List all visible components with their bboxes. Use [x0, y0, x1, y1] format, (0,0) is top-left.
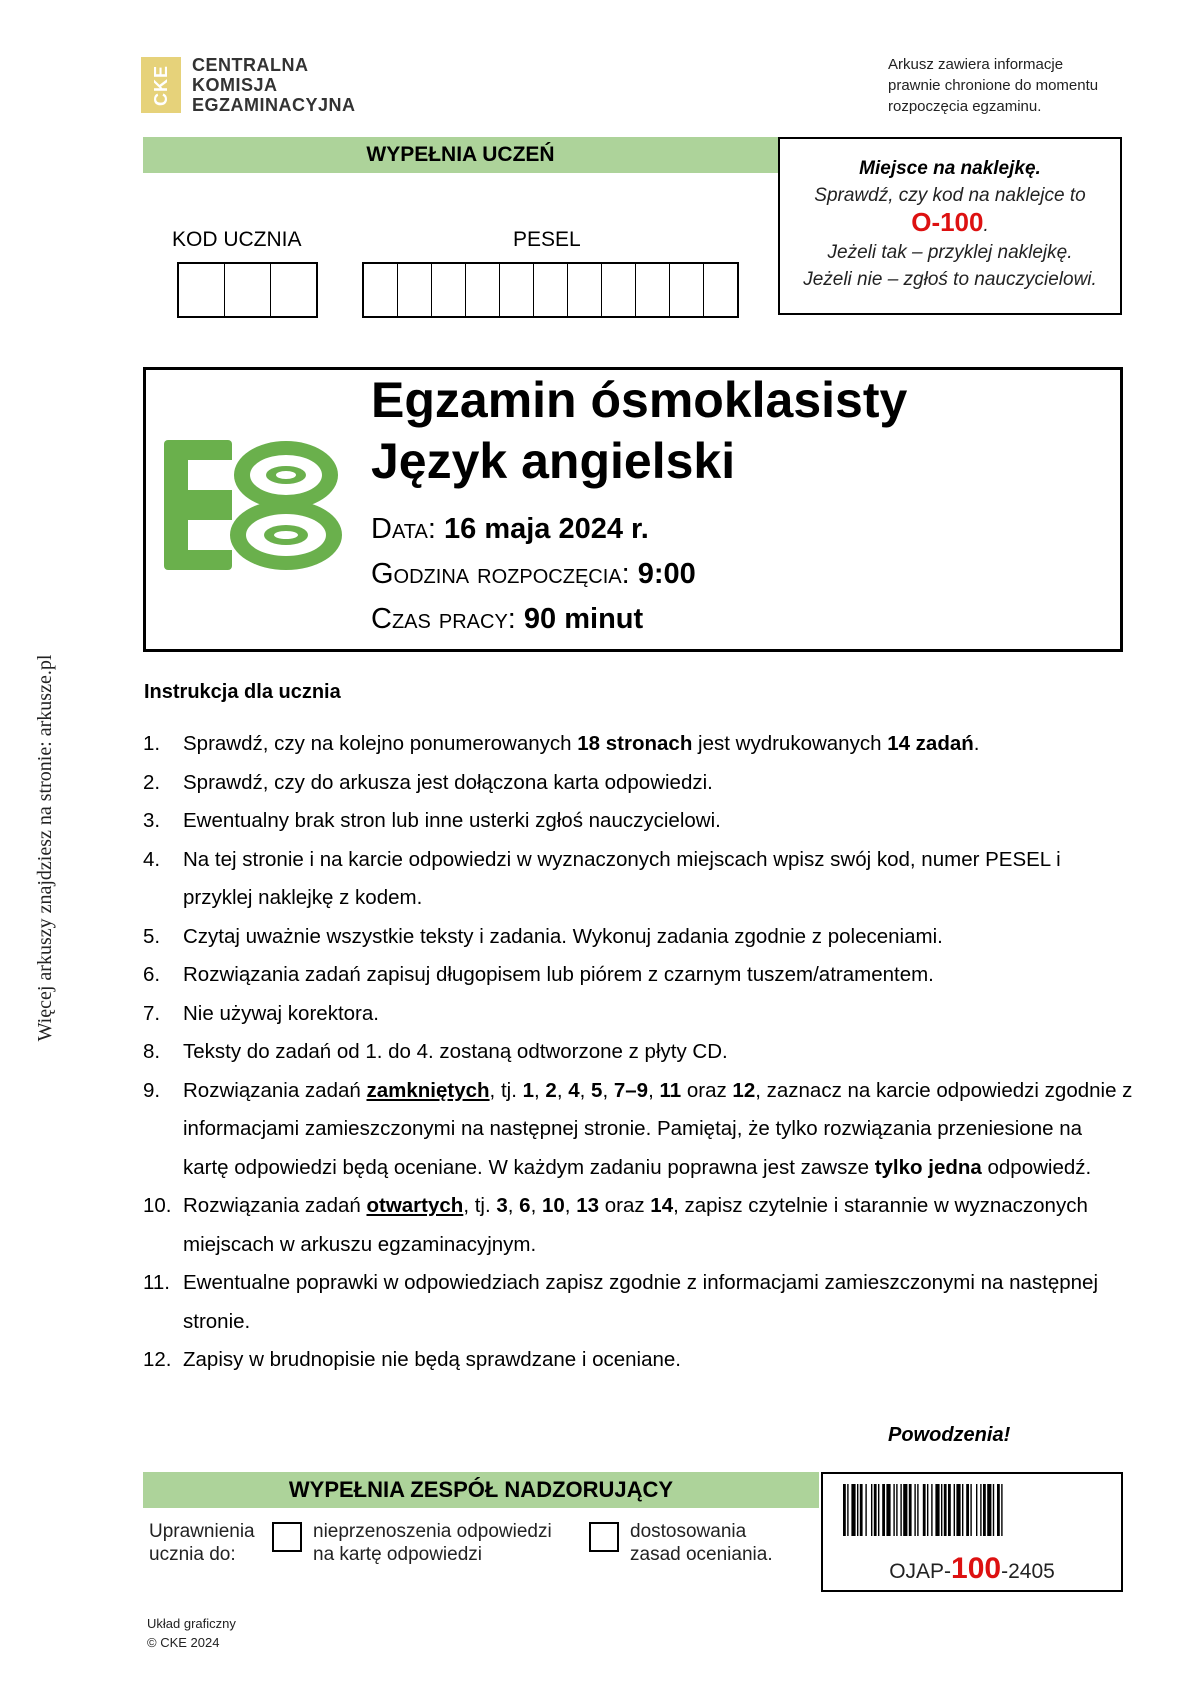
footer-credits: Układ graficzny © CKE 2024	[147, 1616, 236, 1650]
instruction-text: Sprawdź, czy do arkusza jest dołączona karta odpowiedzi.	[183, 770, 713, 794]
instruction-item	[143, 956, 1133, 995]
instruction-item	[143, 918, 1133, 957]
no-transfer-label: nieprzenoszenia odpowiedzi na kartę odpowiedzi	[313, 1521, 552, 1565]
instructions-list	[143, 725, 1133, 1380]
instruction-number: 9.	[143, 1078, 161, 1102]
exam-subject: Język angielski	[371, 433, 736, 489]
sticker-code: O-100	[911, 207, 984, 237]
instruction-number: 8.	[143, 1040, 161, 1063]
good-luck-text: Powodzenia!	[888, 1424, 1011, 1446]
pesel-box[interactable]	[432, 264, 466, 316]
pesel-box[interactable]	[500, 264, 534, 316]
instruction-text: Teksty do zadań od 1. do 4. zostaną odtworzone z płyty CD.	[183, 1040, 728, 1063]
student-section-bar: WYPEŁNIA UCZEŃ	[143, 137, 778, 173]
instruction-item	[143, 841, 1133, 918]
instruction-text: Czytaj uważnie wszystkie teksty i zadania. Wykonuj zadania zgodnie z poleceniami.	[183, 924, 943, 948]
instruction-item	[143, 1072, 1133, 1188]
student-code-label: KOD UCZNIA	[172, 228, 302, 251]
instruction-number: 12.	[143, 1348, 172, 1371]
instruction-number: 1.	[143, 732, 161, 755]
pesel-box[interactable]	[398, 264, 432, 316]
pesel-boxes[interactable]	[362, 262, 739, 318]
instruction-item	[143, 802, 1133, 841]
instruction-number: 5.	[143, 924, 161, 948]
instruction-text: Ewentualny brak stron lub inne usterki zgłoś nauczycielowi.	[183, 809, 721, 832]
instruction-text: Rozwiązania zadań otwartych, tj. 3, 6, 10, 13 oraz 14, zapisz czytelnie i starannie w wyznaczonych miejscach w arkuszu egzaminacyjnym.	[183, 1194, 1088, 1256]
instruction-item	[143, 995, 1133, 1034]
instruction-item	[143, 764, 1133, 803]
pesel-box[interactable]	[466, 264, 500, 316]
instruction-item	[143, 725, 1133, 764]
instruction-item	[143, 1187, 1133, 1264]
instruction-text: Rozwiązania zadań zapisuj długopisem lub piórem z czarnym tuszem/atramentem.	[183, 963, 934, 986]
exam-date: Data: 16 maja 2024 r.	[371, 513, 649, 545]
instruction-text: Zapisy w brudnopisie nie będą sprawdzane i oceniane.	[183, 1348, 682, 1371]
instruction-text: Na tej stronie i na karcie odpowiedzi w wyznaczonych miejscach wpisz swój kod, numer PESEL i przyklej naklejkę z kodem.	[183, 847, 1061, 909]
barcode-label: OJAP-100-2405	[889, 1552, 1055, 1585]
instruction-number: 10.	[143, 1194, 172, 1217]
instruction-text: Rozwiązania zadań zamkniętych, tj. 1, 2, 4, 5, 7–9, 11 oraz 12, zaznacz na karcie odpowiedzi zgodnie z informacjami zamieszczonymi na następnej stronie. Pamiętaj, że tylko rozwiązania przeniesione na kartę odpowiedzi będą oceniane. W każdym zadaniu poprawna jest zawsze tylko jedna odpowiedź.	[183, 1078, 1133, 1179]
cke-logo-mark: CKE	[141, 57, 181, 113]
adjusted-grading-checkbox[interactable]	[589, 1522, 619, 1552]
student-code-boxes[interactable]	[177, 262, 318, 318]
instruction-number: 11.	[143, 1271, 170, 1294]
student-code-box[interactable]	[225, 264, 271, 316]
pesel-box[interactable]	[704, 264, 737, 316]
pesel-box[interactable]	[364, 264, 398, 316]
instruction-number: 4.	[143, 847, 161, 871]
instruction-number: 2.	[143, 770, 161, 794]
pesel-box[interactable]	[602, 264, 636, 316]
sticker-area: Miejsce na naklejkę. Sprawdź, czy kod na naklejce to O-100. Jeżeli tak – przyklej naklejkę. Jeżeli nie – zgłoś to nauczycielowi.	[778, 137, 1122, 315]
instruction-item	[143, 1264, 1133, 1341]
instruction-text: Nie używaj korektora.	[183, 1001, 379, 1025]
instruction-text: Ewentualne poprawki w odpowiedziach zapisz zgodnie z informacjami zamieszczonymi na następnej stronie.	[183, 1271, 1098, 1333]
legal-notice: Arkusz zawiera informacje prawnie chronione do momentu rozpoczęcia egzaminu.	[888, 56, 1099, 115]
instruction-number: 3.	[143, 809, 161, 832]
instruction-number: 6.	[143, 963, 161, 986]
team-section-bar: WYPEŁNIA ZESPÓŁ NADZORUJĄCY	[143, 1472, 819, 1508]
exam-start-time: Godzina rozpoczęcia: 9:00	[371, 558, 696, 590]
cke-logo-text: CENTRALNA KOMISJA EGZAMINACYJNA	[192, 55, 356, 115]
instruction-item	[143, 1341, 1133, 1380]
student-code-box[interactable]	[271, 264, 316, 316]
instruction-item	[143, 1033, 1133, 1072]
instruction-number: 7.	[143, 1001, 161, 1025]
student-code-box[interactable]	[179, 264, 225, 316]
instruction-text: Sprawdź, czy na kolejno ponumerowanych 18 stronach jest wydrukowanych 14 zadań.	[183, 732, 980, 755]
rights-label: Uprawnienia ucznia do:	[149, 1521, 255, 1565]
no-transfer-checkbox[interactable]	[272, 1522, 302, 1552]
pesel-label: PESEL	[513, 228, 581, 251]
instructions-heading: Instrukcja dla ucznia	[144, 681, 341, 703]
side-watermark-text: Więcej arkuszy znajdziesz na stronie: arkusze.pl	[34, 654, 56, 1042]
exam-duration: Czas pracy: 90 minut	[371, 603, 644, 635]
pesel-box[interactable]	[568, 264, 602, 316]
pesel-box[interactable]	[636, 264, 670, 316]
e8-logo-icon	[164, 440, 342, 570]
barcode-icon	[843, 1484, 1101, 1536]
pesel-box[interactable]	[534, 264, 568, 316]
adjusted-grading-label: dostosowania zasad oceniania.	[630, 1521, 773, 1565]
pesel-box[interactable]	[670, 264, 704, 316]
exam-title: Egzamin ósmoklasisty	[371, 372, 908, 428]
